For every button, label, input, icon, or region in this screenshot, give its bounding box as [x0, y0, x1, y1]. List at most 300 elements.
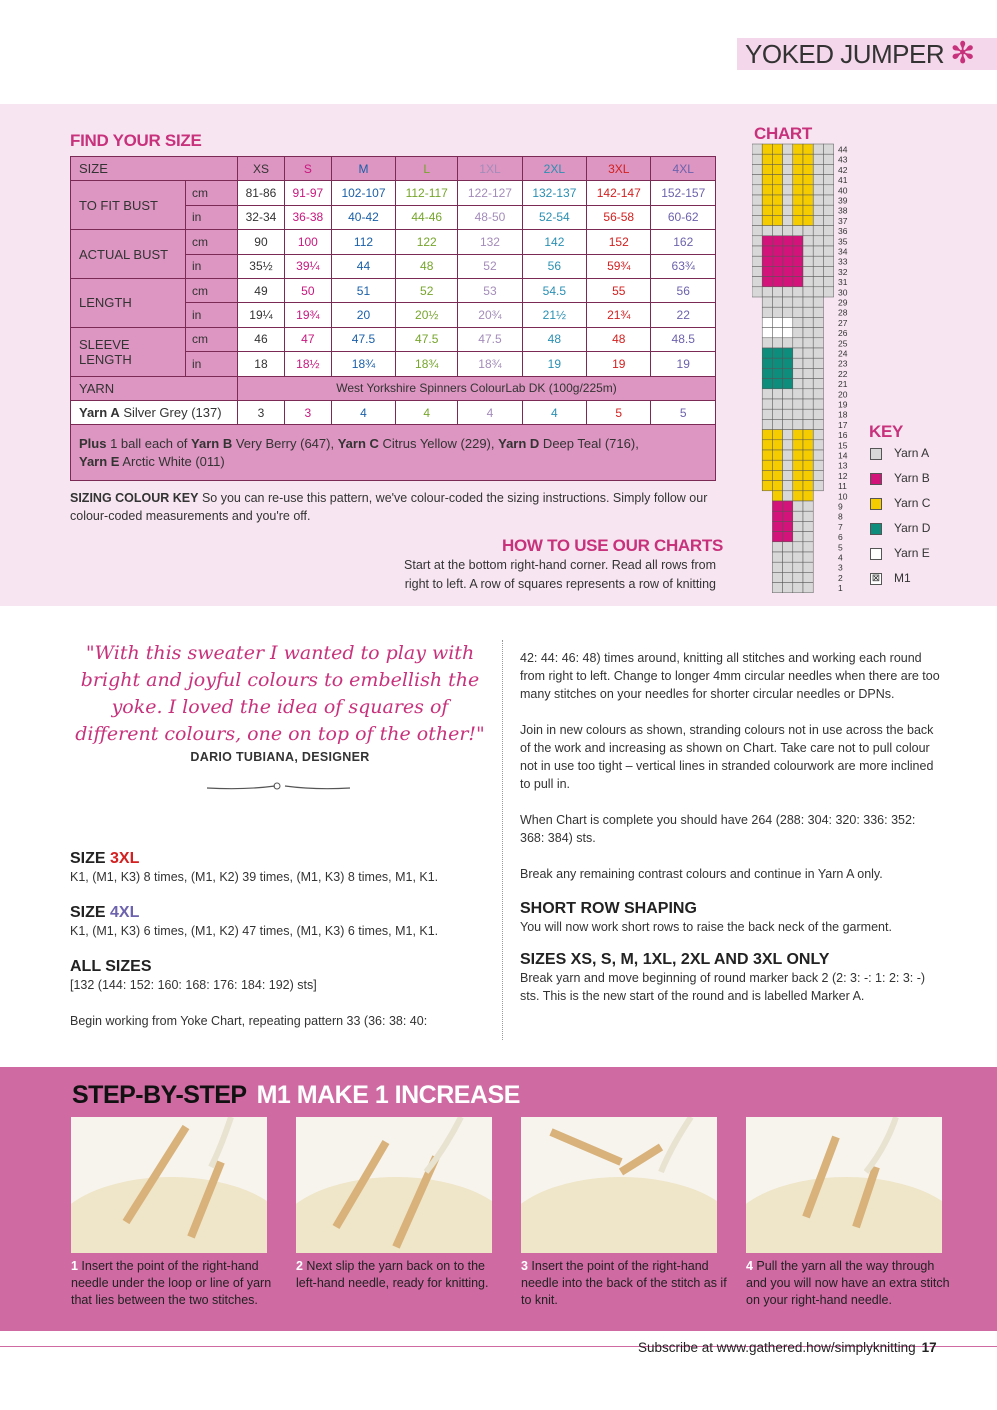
- chart-cell: [772, 338, 782, 348]
- chart-cell: [803, 379, 813, 389]
- chart-cell: [803, 266, 813, 276]
- size-3xl-body: K1, (M1, K3) 8 times, (M1, K2) 39 times, (M1, K3) 8 times, M1, K1.: [70, 870, 439, 884]
- row-label: TO FIT BUST: [71, 181, 186, 230]
- chart-cell: [783, 205, 793, 215]
- chart-row-number: 35: [838, 236, 848, 247]
- table-cell: 19: [522, 352, 586, 376]
- chart-cell: [823, 256, 833, 266]
- chart-cell: [793, 266, 803, 276]
- chart-cell: [823, 205, 833, 215]
- unit-cm: cm: [186, 181, 238, 205]
- chart-cell: [762, 154, 772, 164]
- chart-cell: [783, 256, 793, 266]
- table-cell: 19¼: [238, 303, 285, 327]
- yarn-value: West Yorkshire Spinners ColourLab DK (100g/225m): [238, 376, 716, 400]
- table-cell: 91-97: [284, 181, 331, 205]
- chart-cell: [803, 562, 813, 572]
- para-3: When Chart is complete you should have 264 (288: 304: 320: 336: 352: 368: 384) sts.: [520, 813, 916, 845]
- plus-text: Plus 1 ball each of Yarn B Very Berry (647), Yarn C Citrus Yellow (229), Yarn D Deep Teal (716), Yarn E Arctic White (011): [71, 425, 716, 481]
- chart-cell: [783, 409, 793, 419]
- chart-cell: [772, 460, 782, 470]
- chart-cell: [783, 144, 793, 154]
- table-cell: 19: [651, 352, 716, 376]
- chart-row-number: 21: [838, 379, 848, 390]
- chart-cell: [783, 583, 793, 593]
- chart-cell: [803, 348, 813, 358]
- chart-cell: [793, 409, 803, 419]
- chart-cell: [793, 521, 803, 531]
- chart-cell: [783, 389, 793, 399]
- table-cell: 19: [587, 352, 651, 376]
- chart-cell: [772, 287, 782, 297]
- chart-cell: [793, 440, 803, 450]
- chart-cell: [772, 511, 782, 521]
- chart-row-number: 16: [838, 430, 848, 441]
- chart-cell: [783, 562, 793, 572]
- chart-row-number: 17: [838, 419, 848, 430]
- chart-row-number: 26: [838, 328, 848, 339]
- table-cell: 90: [238, 230, 285, 254]
- chart-cell: [803, 277, 813, 287]
- chart-cell: [762, 338, 772, 348]
- chart-row-number: 28: [838, 307, 848, 318]
- chart-cell: [793, 460, 803, 470]
- chart-row-number: 8: [838, 511, 843, 522]
- chart-cell: [793, 338, 803, 348]
- chart-cell: [783, 450, 793, 460]
- chart-cell: [752, 154, 762, 164]
- size-l: L: [396, 157, 458, 181]
- chart-cell: [772, 481, 782, 491]
- chart-cell: [803, 246, 813, 256]
- chart-cell: [813, 379, 823, 389]
- chart-row-number: 42: [838, 164, 848, 175]
- how-to-title: HOW TO USE OUR CHARTS: [502, 536, 724, 555]
- para-2: Join in new colours as shown, stranding colours not in use across the back of the work and increasing as shown on Chart. Take care not to pull colour not in use too tight – vertical lines in stranded colourwork are more inclined to pull in.: [520, 723, 934, 791]
- chart-cell: [793, 317, 803, 327]
- chart-cell: [803, 460, 813, 470]
- chart-cell: [813, 328, 823, 338]
- chart-cell: [783, 552, 793, 562]
- chart-cell: [772, 317, 782, 327]
- size-m: M: [331, 157, 395, 181]
- step-1-caption: 1 Insert the point of the right-hand needle under the loop or line of yarn that lies between the two stitches.: [71, 1259, 272, 1307]
- chart-cell: [803, 368, 813, 378]
- chart-cell: [793, 379, 803, 389]
- chart-cell: [793, 144, 803, 154]
- para-4: Break any remaining contrast colours and continue in Yarn A only.: [520, 867, 883, 881]
- chart-cell: [762, 256, 772, 266]
- chart-cell: [752, 215, 762, 225]
- chart-cell: [783, 419, 793, 429]
- chart-cell: [803, 317, 813, 327]
- chart-cell: [772, 205, 782, 215]
- chart-row-number: 27: [838, 317, 848, 328]
- chart-cell: [783, 358, 793, 368]
- left-column: [70, 850, 490, 1030]
- chart-cell: [803, 542, 813, 552]
- chart-row-number: 4: [838, 552, 843, 563]
- chart-cell: [793, 185, 803, 195]
- table-cell: 47.5: [331, 327, 395, 351]
- table-cell: 46: [238, 327, 285, 351]
- chart-cell: [803, 144, 813, 154]
- chart-cell: [762, 368, 772, 378]
- flourish-divider: [205, 776, 355, 798]
- chart-cell: [793, 419, 803, 429]
- chart-cell: [803, 297, 813, 307]
- table-row: [71, 230, 716, 254]
- chart-row-number: 5: [838, 542, 843, 553]
- para-1: 42: 44: 46: 48) times around, knitting all stitches and working each round from right to left. Change to longer 4mm circular needles when there are too many stitches on your needles for shorter circular needles or DPNs.: [520, 651, 940, 701]
- key-item-yarn-e: Yarn E: [870, 546, 930, 560]
- chart-cell: [823, 236, 833, 246]
- chart-cell: [823, 154, 833, 164]
- chart-cell: [793, 470, 803, 480]
- chart-cell: [793, 307, 803, 317]
- chart-cell: [813, 348, 823, 358]
- chart-row-number: 3: [838, 562, 843, 573]
- chart-cell: [752, 185, 762, 195]
- chart-cell: [803, 205, 813, 215]
- chart-row-number: 18: [838, 409, 848, 420]
- table-cell: 48-50: [458, 205, 522, 229]
- chart-cell: [783, 266, 793, 276]
- chart-cell: [813, 266, 823, 276]
- chart-row-number: 30: [838, 287, 848, 298]
- table-cell: 50: [284, 278, 331, 302]
- row-label: SLEEVE LENGTH: [71, 327, 186, 376]
- chart-cell: [813, 317, 823, 327]
- size-header-row: [71, 157, 716, 181]
- chart-cell: [783, 175, 793, 185]
- step-2-photo: [296, 1117, 492, 1253]
- table-row: [71, 278, 716, 302]
- table-cell: 3: [238, 400, 285, 424]
- short-row-heading: SHORT ROW SHAPING: [520, 900, 697, 917]
- chart-cell: [762, 328, 772, 338]
- chart-cell: [793, 287, 803, 297]
- chart-cell: [783, 195, 793, 205]
- chart-cell: [803, 399, 813, 409]
- chart-cell: [793, 572, 803, 582]
- chart-row-number: 23: [838, 358, 848, 369]
- table-cell: 122-127: [458, 181, 522, 205]
- chart-cell: [772, 154, 782, 164]
- chart-cell: [793, 236, 803, 246]
- chart-cell: [793, 430, 803, 440]
- chart-cell: [772, 552, 782, 562]
- table-cell: 3: [284, 400, 331, 424]
- chart-row-number: 7: [838, 521, 843, 532]
- chart-cell: [752, 226, 762, 236]
- table-cell: 162: [651, 230, 716, 254]
- chart-cell: [783, 164, 793, 174]
- chart-cell: [762, 470, 772, 480]
- chart-cell: [772, 368, 782, 378]
- chart-cell: [793, 368, 803, 378]
- table-cell: 55: [587, 278, 651, 302]
- chart-row-number: 13: [838, 460, 848, 471]
- chart-cell: [813, 287, 823, 297]
- chart-cell: [803, 491, 813, 501]
- chart-cell: [813, 430, 823, 440]
- chart-cell: [772, 236, 782, 246]
- chart-cell: [762, 389, 772, 399]
- chart-cell: [813, 460, 823, 470]
- chart-cell: [772, 491, 782, 501]
- key-item-m1: ⊠ M1: [871, 571, 911, 585]
- chart-cell: [752, 144, 762, 154]
- size-3xl-heading: SIZE 3XL: [70, 850, 140, 867]
- chart-cell: [803, 430, 813, 440]
- key-item-yarn-d: Yarn D: [870, 521, 930, 535]
- chart-cell: [762, 236, 772, 246]
- chart-cell: [783, 470, 793, 480]
- chart-cell: [813, 185, 823, 195]
- chart-cell: [803, 256, 813, 266]
- chart-cell: [793, 154, 803, 164]
- chart-cell: [772, 532, 782, 542]
- chart-cell: [772, 389, 782, 399]
- chart-cell: [783, 348, 793, 358]
- row-label: LENGTH: [71, 278, 186, 327]
- chart-cell: [783, 226, 793, 236]
- chart-cell: [813, 419, 823, 429]
- table-cell: 47.5: [396, 327, 458, 351]
- chart-cell: [803, 511, 813, 521]
- chart-cell: [823, 266, 833, 276]
- table-cell: 44: [331, 254, 395, 278]
- chart-cell: [803, 338, 813, 348]
- chart-cell: [793, 532, 803, 542]
- chart-cell: [772, 409, 782, 419]
- chart-cell: [752, 236, 762, 246]
- chart-row-number: 39: [838, 195, 848, 206]
- chart-cell: [762, 226, 772, 236]
- chart-cell: [813, 226, 823, 236]
- chart-cell: [762, 246, 772, 256]
- table-cell: 5: [651, 400, 716, 424]
- how-to-body: Start at the bottom right-hand corner. Read all rows from right to left. A row of squares represents a row of knitting: [404, 558, 716, 591]
- chart-cell: [803, 572, 813, 582]
- chart-cell: [762, 440, 772, 450]
- chart-cell: [762, 185, 772, 195]
- chart-cell: [783, 338, 793, 348]
- table-row: [71, 327, 716, 351]
- chart-cell: [813, 297, 823, 307]
- chart-cell: [813, 399, 823, 409]
- chart-cell: [813, 236, 823, 246]
- chart-cell: [783, 542, 793, 552]
- chart-cell: [793, 256, 803, 266]
- chart-row-number: 12: [838, 470, 848, 481]
- table-cell: 18½: [284, 352, 331, 376]
- chart-cell: [752, 195, 762, 205]
- chart-cell: [803, 307, 813, 317]
- chart-cell: [803, 287, 813, 297]
- unit-in: in: [186, 352, 238, 376]
- chart-cell: [772, 562, 782, 572]
- chart-cell: [772, 542, 782, 552]
- chart-cell: [752, 205, 762, 215]
- chart-cell: [803, 358, 813, 368]
- sizing-colour-key: SIZING COLOUR KEY So you can re-use this pattern, we've colour-coded the sizing instructions. Simply follow our colour-coded measurements and you're off.: [70, 491, 708, 523]
- chart-cell: [772, 501, 782, 511]
- table-cell: 48: [522, 327, 586, 351]
- chart-cell: [823, 246, 833, 256]
- chart-cell: [803, 501, 813, 511]
- chart-cell: [772, 277, 782, 287]
- size-2xl: 2XL: [522, 157, 586, 181]
- table-row: [71, 181, 716, 205]
- chart-cell: [813, 481, 823, 491]
- table-cell: 52: [458, 254, 522, 278]
- chart-cell: [772, 144, 782, 154]
- chart-row-number: 14: [838, 450, 848, 461]
- step-1-photo: [71, 1117, 267, 1253]
- chart-cell: [813, 277, 823, 287]
- key-title: KEY: [869, 422, 904, 441]
- chart-cell: [762, 450, 772, 460]
- chart-cell: [762, 287, 772, 297]
- chart-cell: [762, 215, 772, 225]
- chart-cell: [772, 328, 782, 338]
- row-label: ACTUAL BUST: [71, 230, 186, 279]
- table-cell: 48.5: [651, 327, 716, 351]
- table-cell: 18¾: [331, 352, 395, 376]
- chart-row-number: 41: [838, 175, 848, 186]
- table-cell: 36-38: [284, 205, 331, 229]
- chart-cell: [813, 195, 823, 205]
- chart-cell: [793, 399, 803, 409]
- chart-cell: [813, 164, 823, 174]
- chart-cell: [783, 491, 793, 501]
- chart-row-number: 20: [838, 389, 848, 400]
- unit-in: in: [186, 303, 238, 327]
- unit-cm: cm: [186, 327, 238, 351]
- yarn-a-label: Yarn A Silver Grey (137): [71, 400, 238, 424]
- chart-cell: [813, 368, 823, 378]
- chart-cell: [823, 226, 833, 236]
- step-by-step-title: STEP-BY-STEP M1 MAKE 1 INCREASE: [72, 1081, 520, 1109]
- key-item-yarn-b: Yarn B: [870, 471, 930, 485]
- chart-cell: [813, 450, 823, 460]
- chart-cell: [762, 460, 772, 470]
- chart-cell: [783, 430, 793, 440]
- chart-cell: [793, 215, 803, 225]
- table-cell: 53: [458, 278, 522, 302]
- chart-cell: [772, 246, 782, 256]
- chart-cell: [793, 175, 803, 185]
- chart-cell: [762, 297, 772, 307]
- right-column: [520, 649, 940, 1005]
- table-cell: 5: [587, 400, 651, 424]
- chart-cell: [813, 256, 823, 266]
- chart-cell: [772, 348, 782, 358]
- chart-cell: [772, 430, 782, 440]
- chart-cell: [803, 236, 813, 246]
- chart-row-number: 37: [838, 215, 848, 226]
- chart-cell: [762, 399, 772, 409]
- chart-cell: [752, 266, 762, 276]
- chart-cell: [793, 491, 803, 501]
- chart-cell: [803, 409, 813, 419]
- table-cell: 49: [238, 278, 285, 302]
- chart-row-number: 1: [838, 583, 843, 593]
- table-cell: 22: [651, 303, 716, 327]
- chart-cell: [803, 583, 813, 593]
- table-cell: 48: [396, 254, 458, 278]
- chart-cell: [813, 215, 823, 225]
- table-cell: 40-42: [331, 205, 395, 229]
- chart-row-number: 29: [838, 297, 848, 308]
- table-cell: 18¾: [396, 352, 458, 376]
- chart-cell: [762, 266, 772, 276]
- chart-cell: [762, 379, 772, 389]
- table-cell: 39¼: [284, 254, 331, 278]
- chart-cell: [772, 185, 782, 195]
- table-cell: 19¾: [284, 303, 331, 327]
- table-cell: 20½: [396, 303, 458, 327]
- chart-cell: [752, 287, 762, 297]
- chart-cell: [793, 562, 803, 572]
- chart-cell: [803, 154, 813, 164]
- chart-cell: [803, 175, 813, 185]
- step-4-caption: 4 Pull the yarn all the way through and you will now have an extra stitch on your right-hand needle.: [746, 1259, 950, 1307]
- chart-row-number: 11: [838, 481, 847, 492]
- unit-cm: cm: [186, 230, 238, 254]
- chart-cell: [793, 277, 803, 287]
- chart-cell: [752, 175, 762, 185]
- table-cell: 44-46: [396, 205, 458, 229]
- table-cell: 54.5: [522, 278, 586, 302]
- table-cell: 4: [458, 400, 522, 424]
- size-4xl-body: K1, (M1, K3) 6 times, (M1, K2) 47 times, (M1, K3) 6 times, M1, K1.: [70, 924, 439, 938]
- size-1xl: 1XL: [458, 157, 522, 181]
- chart-cell: [783, 399, 793, 409]
- table-cell: 56-58: [587, 205, 651, 229]
- chart-cell: [772, 419, 782, 429]
- table-cell: 56: [651, 278, 716, 302]
- table-cell: 152-157: [651, 181, 716, 205]
- designer-quote: "With this sweater I wanted to play with bright and joyful colours to embellish the yoke. I loved the idea of squares of different colours, one on top of the other!": [75, 642, 485, 745]
- chart-row-number: 44: [838, 144, 848, 155]
- size-4xl: 4XL: [651, 157, 716, 181]
- chart-row-number: 10: [838, 491, 848, 502]
- sizes-body: Break yarn and move beginning of round marker back 2 (2: 3: -: 1: 2: 3: -) sts. This is the new start of the round and is labelled Marker A.: [520, 971, 926, 1003]
- chart-cell: [793, 205, 803, 215]
- yarn-label: YARN: [71, 376, 238, 400]
- table-cell: 47.5: [458, 327, 522, 351]
- chart-row-number: 2: [838, 572, 843, 583]
- table-cell: 21¾: [587, 303, 651, 327]
- chart-cell: [813, 409, 823, 419]
- chart-cell: [752, 256, 762, 266]
- chart-cell: [783, 521, 793, 531]
- chart-cell: [803, 481, 813, 491]
- chart-cell: [783, 379, 793, 389]
- chart-cell: [752, 246, 762, 256]
- chart-cell: [762, 348, 772, 358]
- chart-cell: [793, 542, 803, 552]
- table-cell: 48: [587, 327, 651, 351]
- table-cell: 112-117: [396, 181, 458, 205]
- chart-cell: [783, 440, 793, 450]
- chart-cell: [803, 440, 813, 450]
- chart-cell: [783, 532, 793, 542]
- chart-cell: [803, 532, 813, 542]
